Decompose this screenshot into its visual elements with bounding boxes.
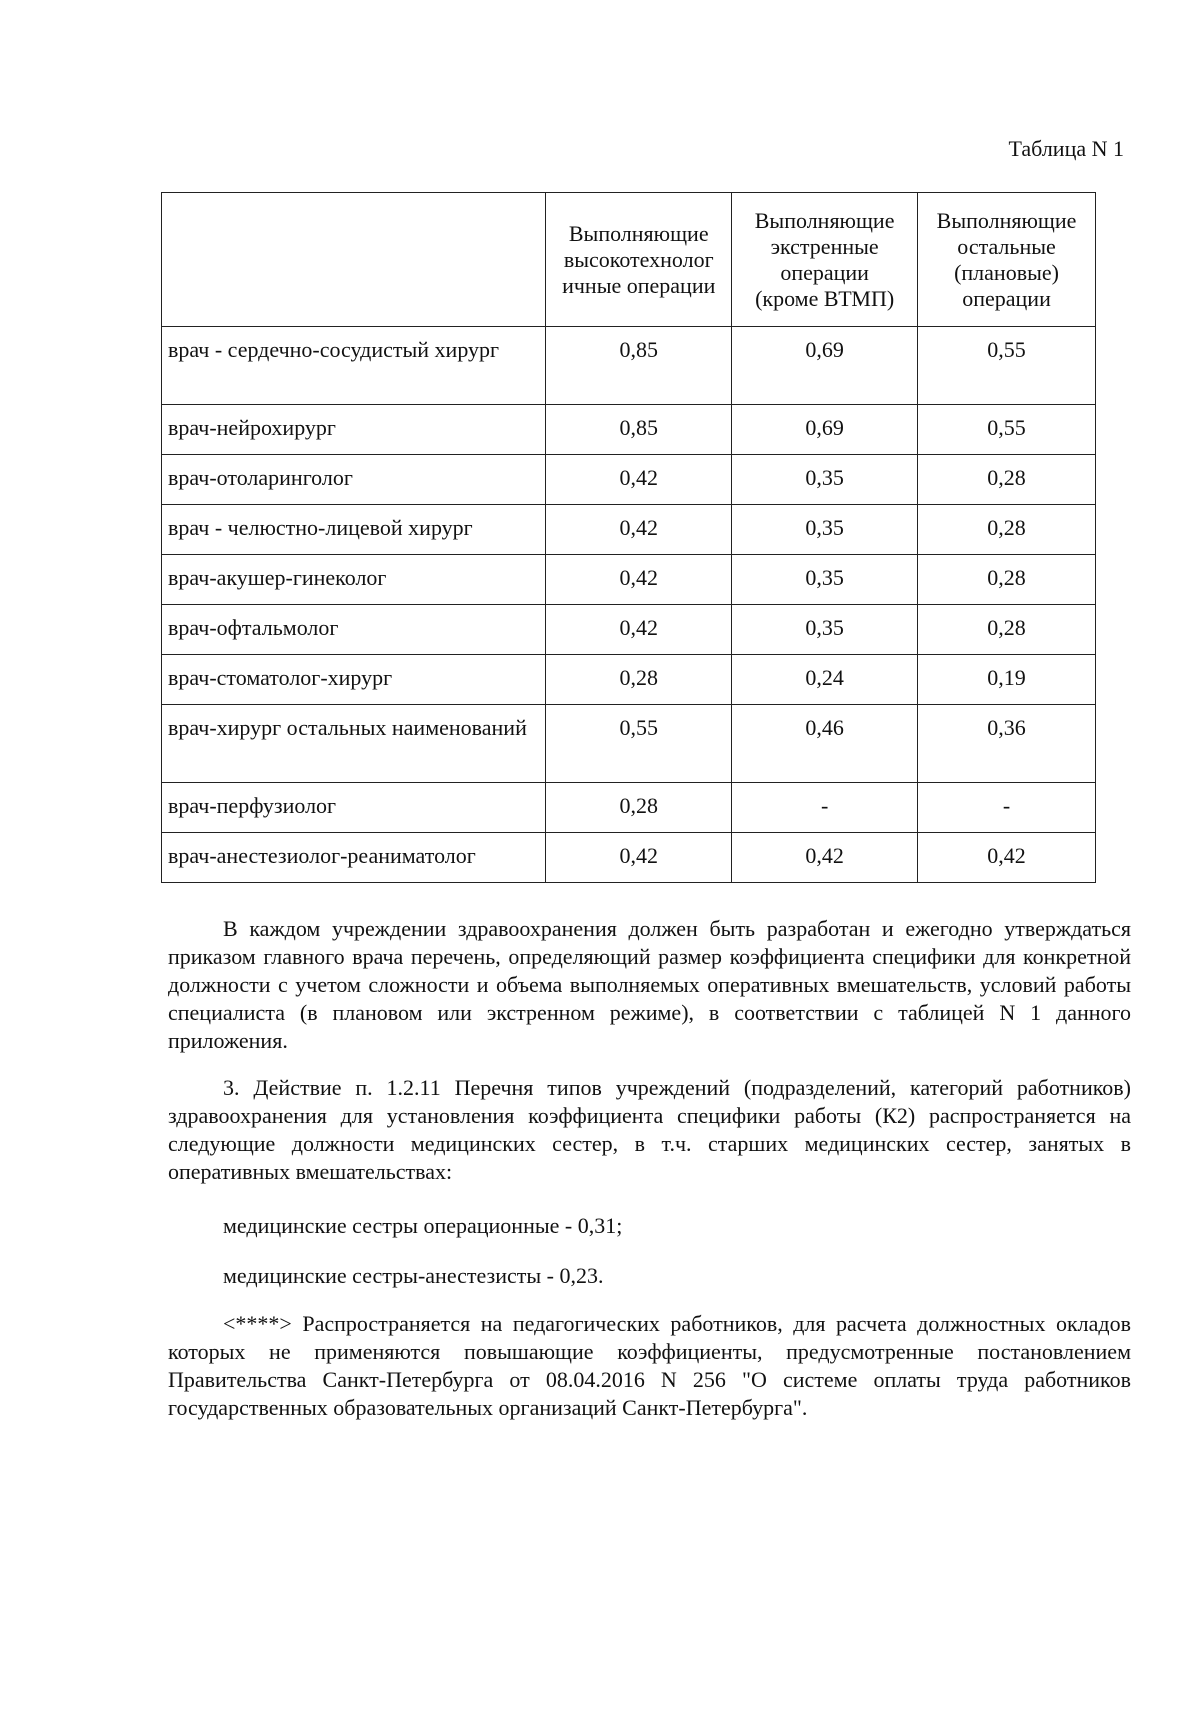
coefficient-table <box>161 192 1096 883</box>
row-value-high-tech: 0,42 <box>546 833 732 883</box>
row-value-planned: 0,19 <box>918 655 1096 705</box>
row-value-planned: 0,55 <box>918 327 1096 405</box>
row-value-high-tech: 0,42 <box>546 455 732 505</box>
row-value-emergency: - <box>732 783 918 833</box>
row-value-planned: - <box>918 783 1096 833</box>
row-value-planned: 0,28 <box>918 555 1096 605</box>
row-value-high-tech: 0,28 <box>546 655 732 705</box>
list-item-anesthetist-nurses: медицинские сестры-анестезисты - 0,23. <box>223 1263 604 1288</box>
row-position-name: врач-хирург остальных наименований <box>162 705 546 783</box>
row-value-emergency: 0,35 <box>732 505 918 555</box>
table-row <box>162 655 1096 705</box>
header-planned-operations: Выполняющие остальные (плановые) операции <box>918 193 1096 327</box>
table-row <box>162 605 1096 655</box>
paragraph-footnote: <****> Распространяется на педагогических работников, для расчета должностных окладов которых не применяются повышающие коэффициенты, предусмотренные постановлением Правительства Санкт-Петербурга от 08.04.2016 N 256 "О системе оплаты труда работников государственных образовательных организаций Санкт-Петербурга". <box>168 1311 1131 1420</box>
row-value-emergency: 0,46 <box>732 705 918 783</box>
row-value-planned: 0,28 <box>918 605 1096 655</box>
table-row <box>162 505 1096 555</box>
row-value-planned: 0,55 <box>918 405 1096 455</box>
row-value-high-tech: 0,42 <box>546 605 732 655</box>
row-position-name: врач-перфузиолог <box>162 783 546 833</box>
row-position-name: врач-акушер-гинеколог <box>162 555 546 605</box>
row-value-emergency: 0,35 <box>732 605 918 655</box>
row-value-high-tech: 0,55 <box>546 705 732 783</box>
table-row <box>162 405 1096 455</box>
table-header-row <box>162 193 1096 327</box>
row-position-name: врач - сердечно-сосудистый хирург <box>162 327 546 405</box>
row-value-planned: 0,28 <box>918 505 1096 555</box>
row-position-name: врач-офтальмолог <box>162 605 546 655</box>
row-value-high-tech: 0,85 <box>546 327 732 405</box>
table-row <box>162 455 1096 505</box>
table-caption: Таблица N 1 <box>1008 136 1124 161</box>
row-value-emergency: 0,69 <box>732 405 918 455</box>
row-position-name: врач-отоларинголог <box>162 455 546 505</box>
row-value-emergency: 0,35 <box>732 455 918 505</box>
row-value-high-tech: 0,42 <box>546 505 732 555</box>
header-corner-cell <box>162 193 546 327</box>
row-position-name: врач - челюстно-лицевой хирург <box>162 505 546 555</box>
row-value-planned: 0,28 <box>918 455 1096 505</box>
table-row <box>162 833 1096 883</box>
row-value-high-tech: 0,42 <box>546 555 732 605</box>
header-high-tech-operations: Выполняющие высокотехнолог ичные операции <box>546 193 732 327</box>
row-value-emergency: 0,35 <box>732 555 918 605</box>
row-value-planned: 0,36 <box>918 705 1096 783</box>
list-item-operating-nurses: медицинские сестры операционные - 0,31; <box>223 1213 623 1238</box>
row-value-emergency: 0,42 <box>732 833 918 883</box>
row-value-emergency: 0,24 <box>732 655 918 705</box>
paragraph-clause-3: 3. Действие п. 1.2.11 Перечня типов учреждений (подразделений, категорий работников) здравоохранения для установления коэффициента специфики работы (К2) распространяется на следующие должности медицинских сестер, в т.ч. старших медицинских сестер, занятых в оперативных вмешательствах: <box>168 1075 1131 1184</box>
row-position-name: врач-анестезиолог-реаниматолог <box>162 833 546 883</box>
paragraph-approval-requirement: В каждом учреждении здравоохранения должен быть разработан и ежегодно утверждаться приказом главного врача перечень, определяющий размер коэффициента специфики для конкретной должности с учетом сложности и объема выполняемых оперативных вмешательств, условий работы специалиста (в плановом или экстренном режиме), в соответствии с таблицей N 1 данного приложения. <box>168 916 1131 1053</box>
table-row <box>162 783 1096 833</box>
table-row <box>162 705 1096 783</box>
table-row <box>162 555 1096 605</box>
header-emergency-operations: Выполняющие экстренные операции (кроме ВТМП) <box>732 193 918 327</box>
table-row <box>162 327 1096 405</box>
row-position-name: врач-стоматолог-хирург <box>162 655 546 705</box>
row-value-planned: 0,42 <box>918 833 1096 883</box>
row-value-emergency: 0,69 <box>732 327 918 405</box>
row-value-high-tech: 0,28 <box>546 783 732 833</box>
row-value-high-tech: 0,85 <box>546 405 732 455</box>
row-position-name: врач-нейрохирург <box>162 405 546 455</box>
